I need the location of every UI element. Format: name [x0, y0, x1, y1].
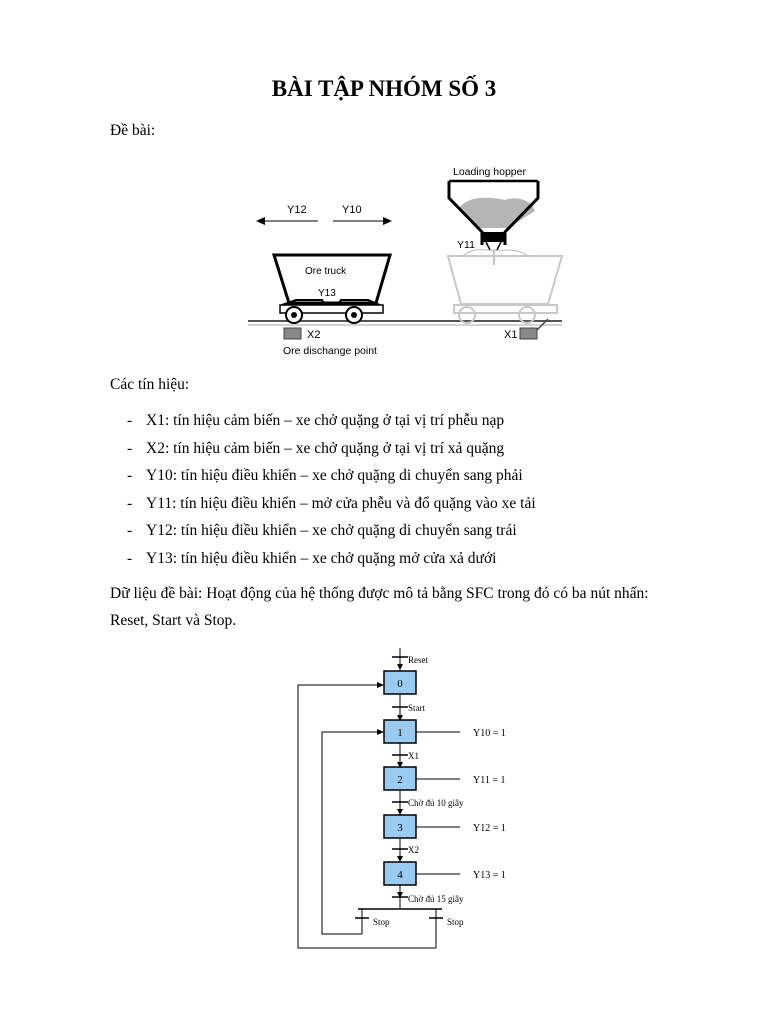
sfc-step-label: 4 — [397, 869, 403, 881]
list-item: - Y11: tín hiệu điều khiển – mở cửa phễu và đổ quặng vào xe tải — [127, 494, 536, 512]
wait15-transition: Chờ đủ 15 giây — [408, 894, 464, 904]
list-item: - Y12: tín hiệu điều khiển – xe chở quặng di chuyển sang trái — [127, 522, 517, 539]
x1-transition: X1 — [408, 751, 419, 761]
stop-left-transition: Stop — [373, 917, 390, 927]
y11-label: Y11 — [457, 239, 475, 251]
signals-label: Các tín hiệu: — [110, 376, 190, 393]
y13-label: Y13 — [318, 288, 336, 299]
page-title: BÀI TẬP NHÓM SỐ 3 — [271, 76, 497, 101]
list-item: - Y13: tín hiệu điều khiển – xe chở quặng mở cửa xả dưới — [127, 549, 497, 567]
y12-label: Y12 — [287, 204, 307, 216]
action-y11: Y11 = 1 — [473, 775, 506, 786]
problem-description: Dữ liệu đề bài: Hoạt động của hệ thống được mô tả bằng SFC trong đó có ba nút nhấn: Reset, Start và Stop. — [110, 585, 649, 629]
list-item: - X1: tín hiệu cảm biến – xe chở quặng ở tại vị trí phễu nạp — [127, 412, 505, 429]
start-transition: Start — [408, 703, 425, 713]
sfc-step-label: 3 — [397, 822, 403, 834]
stop-right-transition: Stop — [447, 917, 464, 927]
list-item: - Y10: tín hiệu điều khiển – xe chở quặng di chuyển sang phải — [127, 467, 523, 484]
action-y13: Y13 = 1 — [473, 870, 506, 881]
y10-label: Y10 — [342, 204, 362, 216]
sfc-step-label: 2 — [397, 774, 403, 786]
x1-label: X1 — [504, 329, 518, 341]
action-y12: Y12 = 1 — [473, 823, 506, 834]
sfc-step-label: 0 — [397, 678, 403, 690]
x2-transition: X2 — [408, 845, 419, 855]
x2-label: X2 — [307, 329, 321, 341]
ore-truck-label: Ore truck — [305, 266, 347, 277]
sfc-step-label: 1 — [397, 727, 403, 739]
list-item: - X2: tín hiệu cảm biến – xe chở quặng ở tại vị trí xả quặng — [127, 439, 505, 457]
loading-hopper-label: Loading hopper — [453, 166, 526, 178]
reset-transition: Reset — [408, 655, 428, 665]
problem-label: Đề bài: — [110, 122, 156, 139]
wait10-transition: Chờ đủ 10 giây — [408, 798, 464, 808]
action-y10: Y10 = 1 — [473, 728, 506, 739]
discharge-point-label: Ore dischange point — [283, 345, 377, 357]
